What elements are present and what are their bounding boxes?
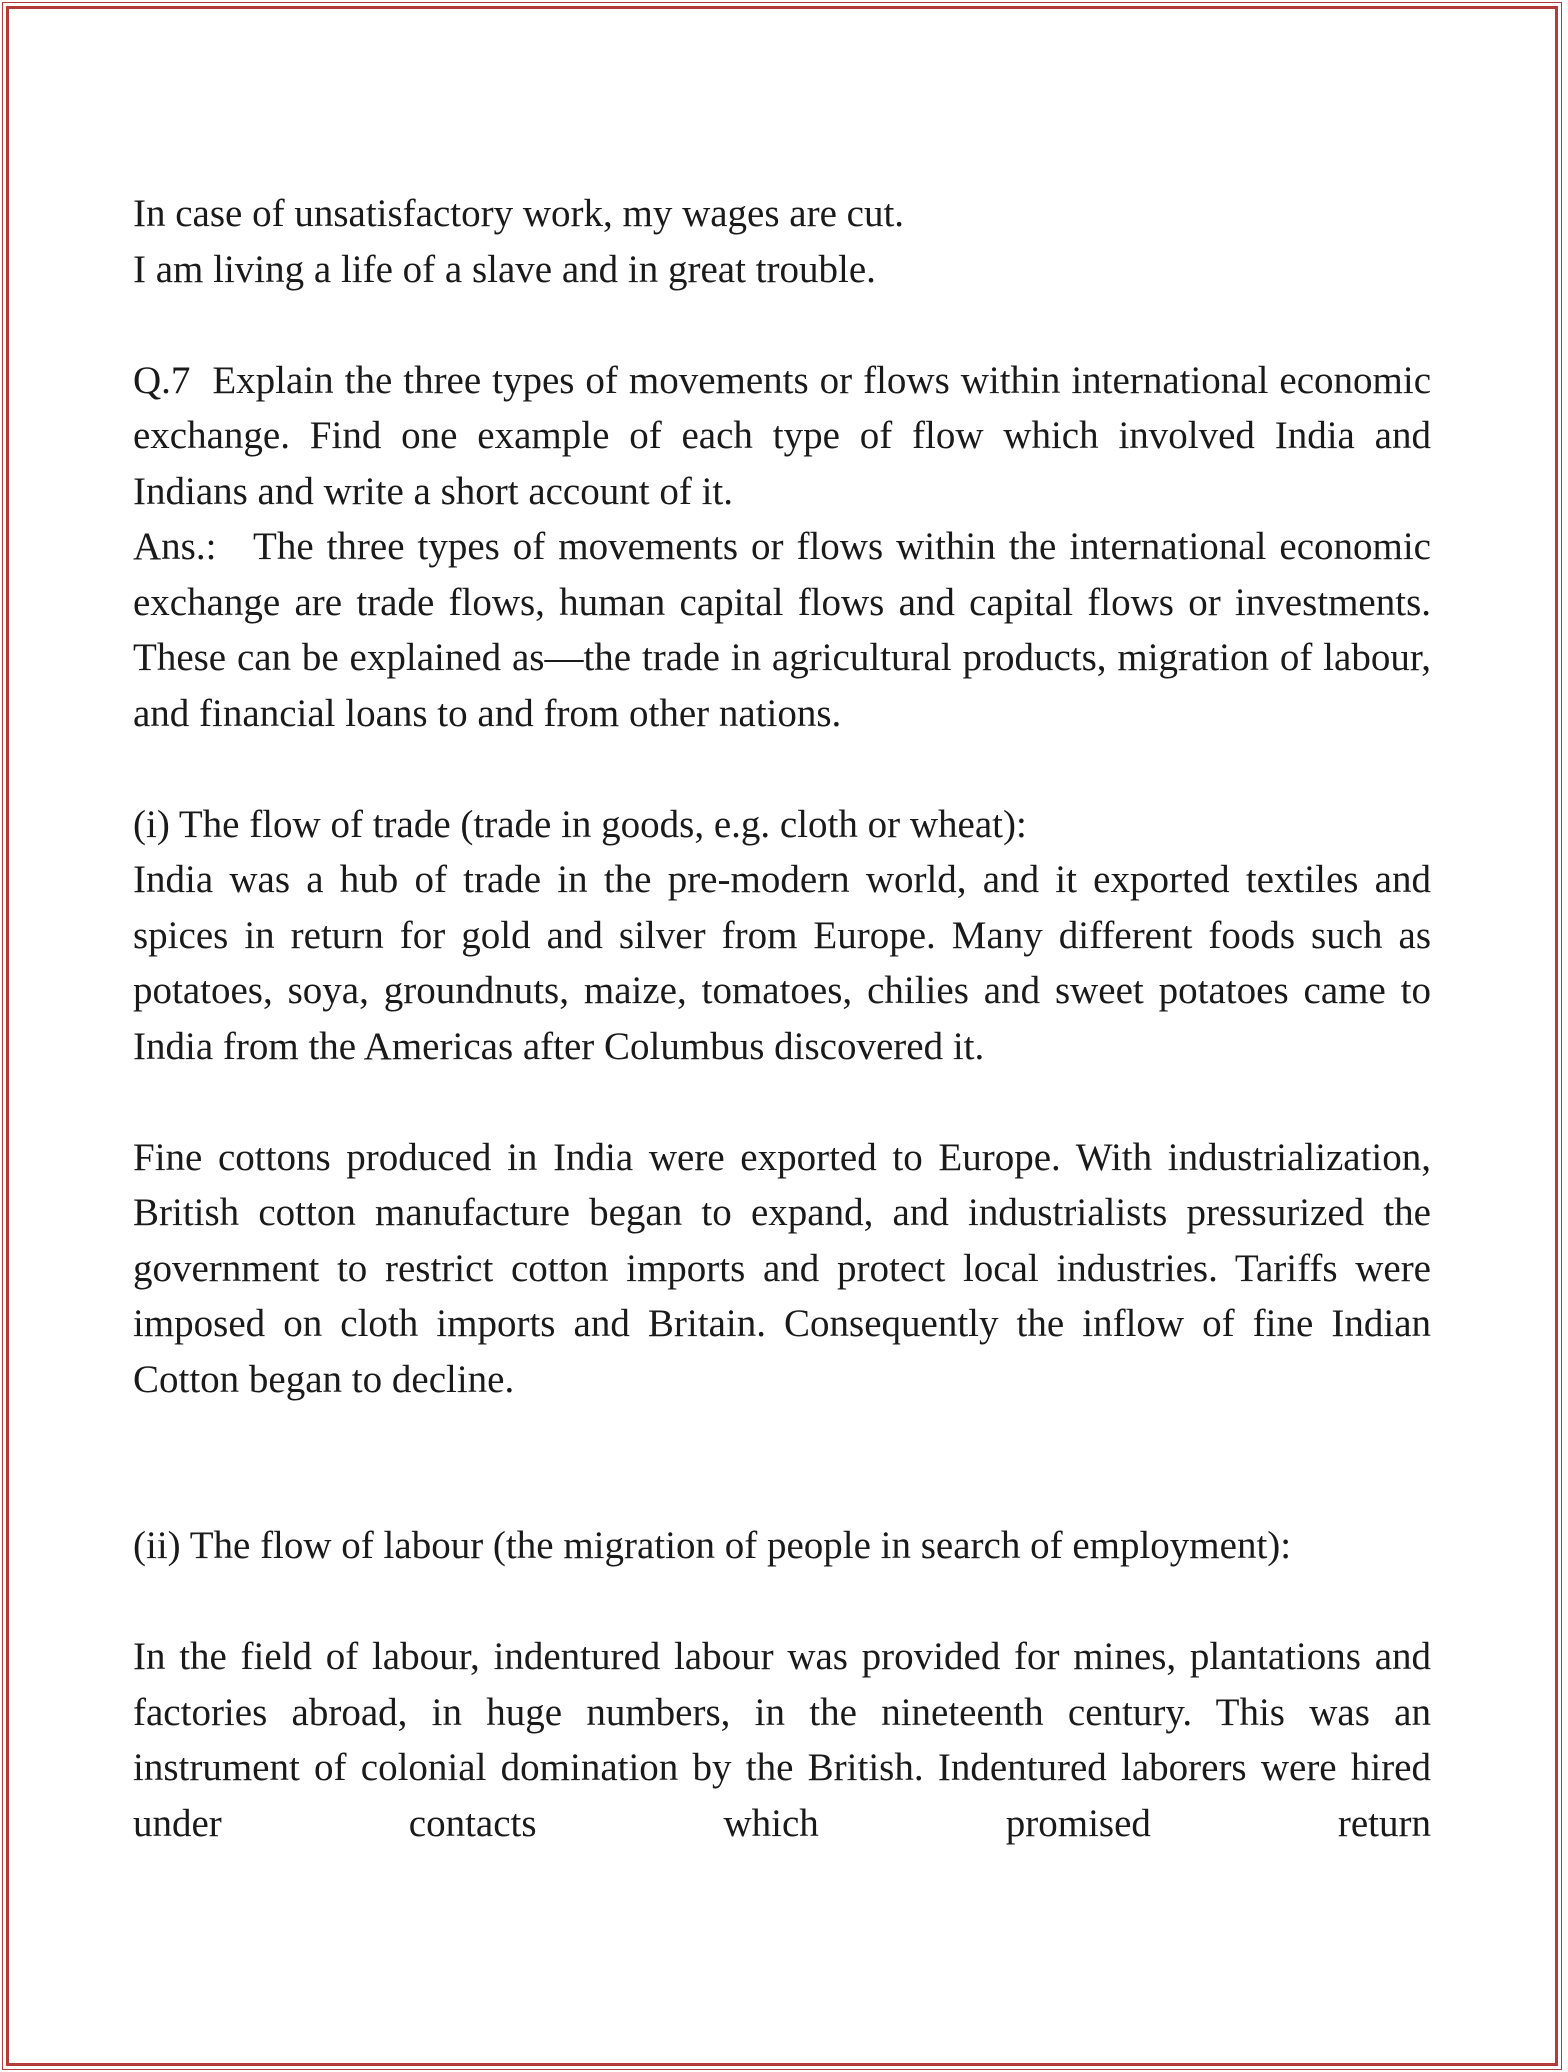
question-text: Explain the three types of movements or flows within international economic exchange. Find one example of each type of flow which involved India and Indians and write a short account of it. xyxy=(133,358,1432,513)
spacer xyxy=(133,1074,1431,1130)
spacer xyxy=(133,297,1431,353)
spacer xyxy=(133,1407,1431,1518)
document-body xyxy=(133,186,1431,1851)
spacer xyxy=(133,741,1431,797)
answer-label: Ans.: xyxy=(133,525,217,568)
trade-heading: (i) The flow of trade (trade in goods, e.g. cloth or wheat): xyxy=(133,802,1027,846)
answer-paragraph xyxy=(133,519,1431,741)
labour-paragraph-1: In the field of labour, indentured labour was provided for mines, plantations and factories abroad, in huge numbers, in the nineteenth century. This was an instrument of colonial domination by the British. Indentured laborers were hired under contacts which promised return xyxy=(133,1635,1431,1845)
intro-line-2: I am living a life of a slave and in great trouble. xyxy=(133,247,876,291)
question-paragraph xyxy=(133,353,1431,520)
trade-paragraph-1: India was a hub of trade in the pre-modern world, and it exported textiles and spices in return for gold and silver from Europe. Many different foods such as potatoes, soya, groundnuts, maize, tomatoes, chilies and sweet potatoes came to India from the Americas after Columbus discovered it. xyxy=(133,858,1431,1068)
spacer xyxy=(133,1574,1431,1630)
answer-text: The three types of movements or flows within the international economic exchange are trade flows, human capital flows and capital flows or investments. These can be explained as—the trade in agricultural products, migration of labour, and financial loans to and from other nations. xyxy=(133,525,1431,735)
question-number: Q.7 xyxy=(133,358,191,402)
labour-heading: (ii) The flow of labour (the migration of people in search of employment): xyxy=(133,1524,1292,1567)
intro-line-1: In case of unsatisfactory work, my wages are cut. xyxy=(133,192,905,235)
trade-paragraph-2: Fine cottons produced in India were exported to Europe. With industrialization, British cotton manufacture began to expand, and industrialists pressurized the government to restrict cotton imports and protect local industries. Tariffs were imposed on cloth imports and Britain. Consequently the inflow of fine Indian Cotton began to decline. xyxy=(133,1135,1431,1401)
